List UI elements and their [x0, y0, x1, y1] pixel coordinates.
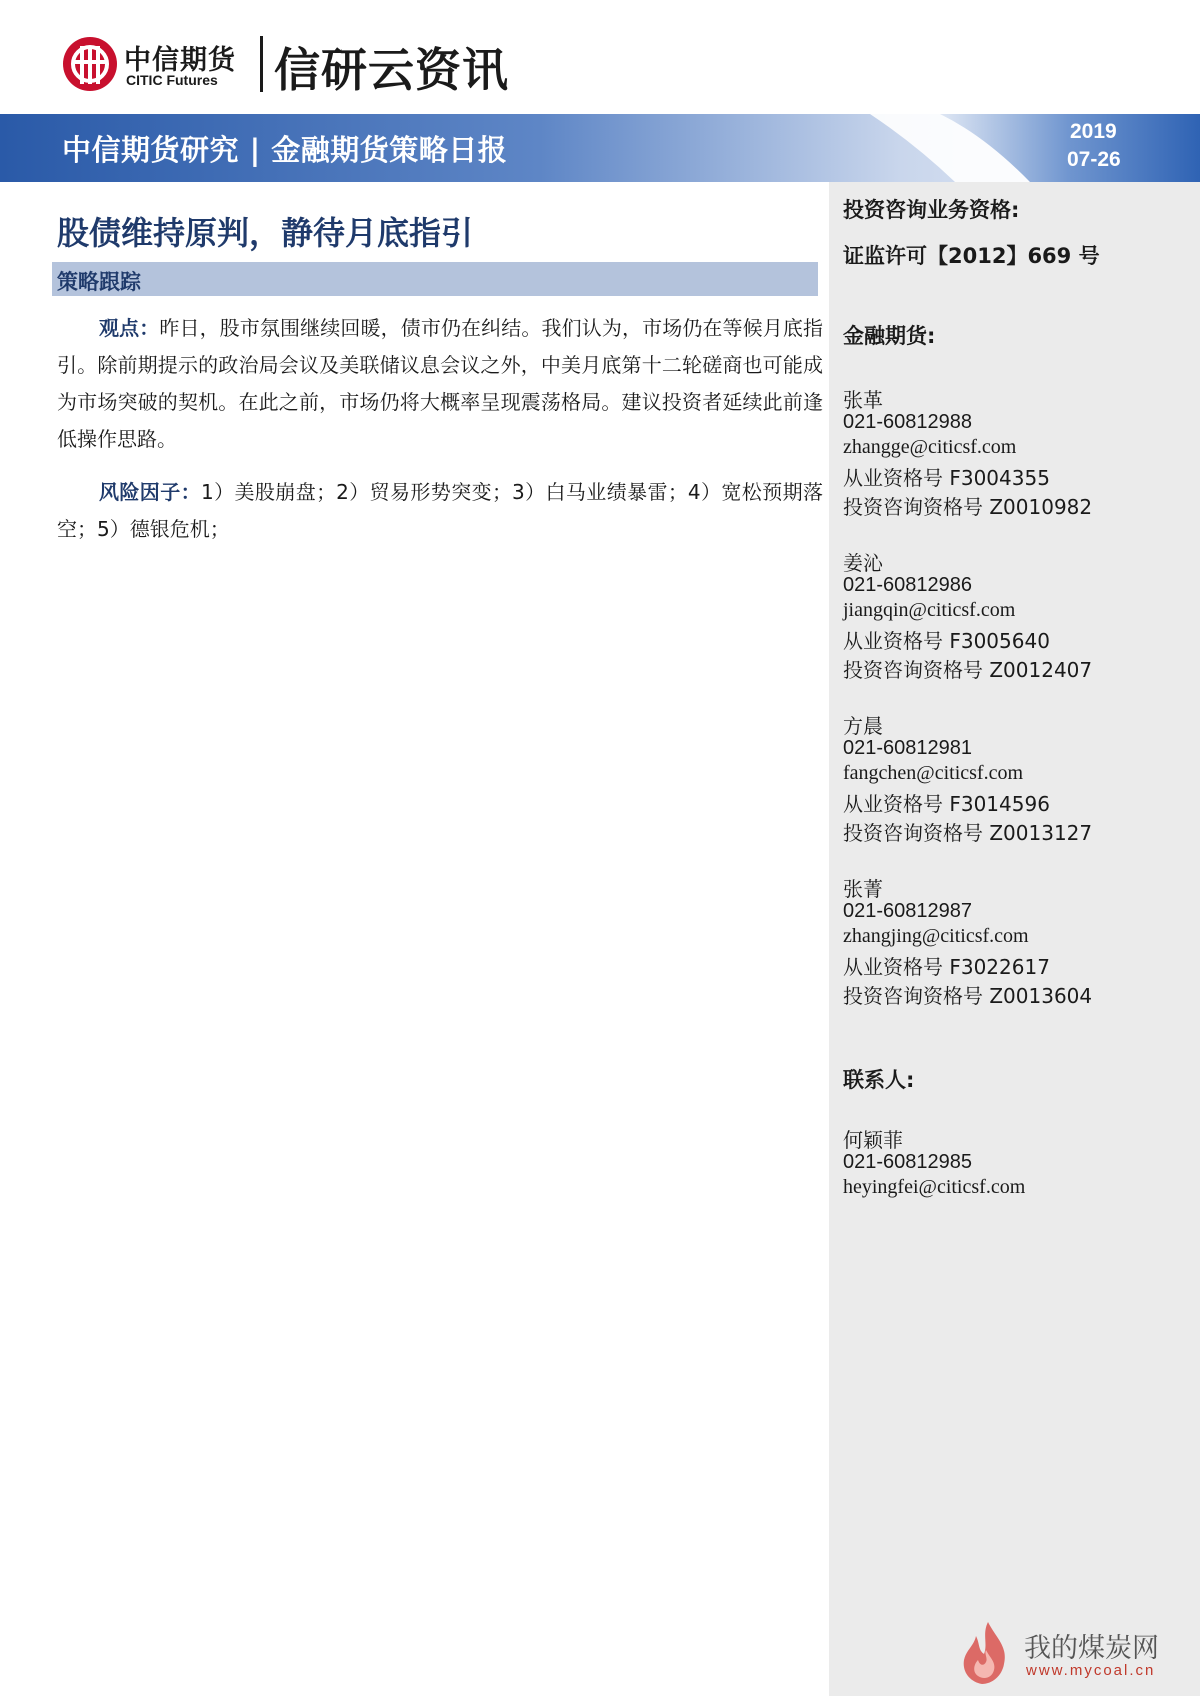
banner-title: 中信期货研究 | 金融期货策略日报	[62, 133, 508, 167]
analyst-email[interactable]: jiangqin@citicsf.com	[843, 599, 1016, 621]
brand-header	[62, 34, 582, 96]
analyst-name: 方晨	[843, 714, 883, 738]
risk-text: 1）美股崩盘；2）贸易形势突变；3）白马业绩暴雷；4）宽松预期落空；5）德银危机；	[57, 480, 823, 541]
qualification-heading: 投资咨询业务资格:	[843, 198, 1020, 222]
analyst-practice-id: 从业资格号 F3005640	[843, 629, 1050, 653]
futures-heading: 金融期货:	[843, 324, 936, 348]
analyst-name: 张菁	[843, 877, 883, 901]
analyst-name: 姜沁	[843, 551, 883, 575]
view-text: 昨日，股市氛围继续回暖，债市仍在纠结。我们认为，市场仍在等候月底指引。除前期提示的政治局会议及美联储议息会议之外，中美月底第十二轮磋商也可能成为市场突破的契机。在此之前，市场仍将大概率呈现震荡格局。建议投资者延续此前逢低操作思路。	[57, 316, 824, 451]
contact-name: 何颖菲	[843, 1128, 903, 1152]
watermark-text: 我的煤炭网	[1024, 1633, 1159, 1664]
section-title: 策略跟踪	[57, 270, 141, 294]
flame-icon	[958, 1620, 1016, 1686]
analyst-email[interactable]: fangchen@citicsf.com	[843, 762, 1024, 784]
watermark-url: www.mycoal.cn	[1026, 1662, 1156, 1679]
brand-divider	[260, 36, 263, 92]
analyst-phone: 021-60812986	[843, 574, 973, 596]
analyst-consult-id: 投资咨询资格号 Z0013604	[843, 984, 1093, 1008]
analyst-consult-id: 投资咨询资格号 Z0013127	[843, 821, 1093, 845]
analyst-practice-id: 从业资格号 F3014596	[843, 792, 1050, 816]
analyst-email[interactable]: zhangjing@citicsf.com	[843, 925, 1029, 947]
brand-slogan: 信研云资讯	[274, 43, 509, 97]
analyst-consult-id: 投资咨询资格号 Z0010982	[843, 495, 1093, 519]
contact-email[interactable]: heyingfei@citicsf.com	[843, 1176, 1026, 1198]
citic-logo-icon	[62, 36, 118, 92]
analyst-practice-id: 从业资格号 F3022617	[843, 955, 1050, 979]
contact-phone: 021-60812985	[843, 1151, 973, 1173]
report-date: 07-26	[1067, 148, 1121, 171]
analyst-practice-id: 从业资格号 F3004355	[843, 466, 1050, 490]
analyst-name: 张革	[843, 388, 883, 412]
report-title: 股债维持原判，静待月底指引	[57, 214, 474, 252]
risk-paragraph	[57, 474, 823, 548]
contact-heading: 联系人:	[843, 1068, 915, 1092]
site-watermark	[958, 1620, 1188, 1690]
view-paragraph	[57, 310, 823, 458]
view-label: 观点：	[99, 316, 160, 340]
analyst-phone: 021-60812981	[843, 737, 973, 759]
analyst-email[interactable]: zhangge@citicsf.com	[843, 436, 1017, 458]
risk-label: 风险因子：	[99, 480, 201, 504]
brand-name-cn: 中信期货	[124, 45, 236, 76]
analyst-consult-id: 投资咨询资格号 Z0012407	[843, 658, 1093, 682]
analyst-phone: 021-60812987	[843, 900, 973, 922]
report-year: 2019	[1070, 120, 1117, 143]
analyst-phone: 021-60812988	[843, 411, 973, 433]
brand-name-en: CITIC Futures	[126, 72, 218, 88]
license-number: 证监许可【2012】669 号	[843, 244, 1100, 268]
section-header-bar	[52, 262, 818, 296]
